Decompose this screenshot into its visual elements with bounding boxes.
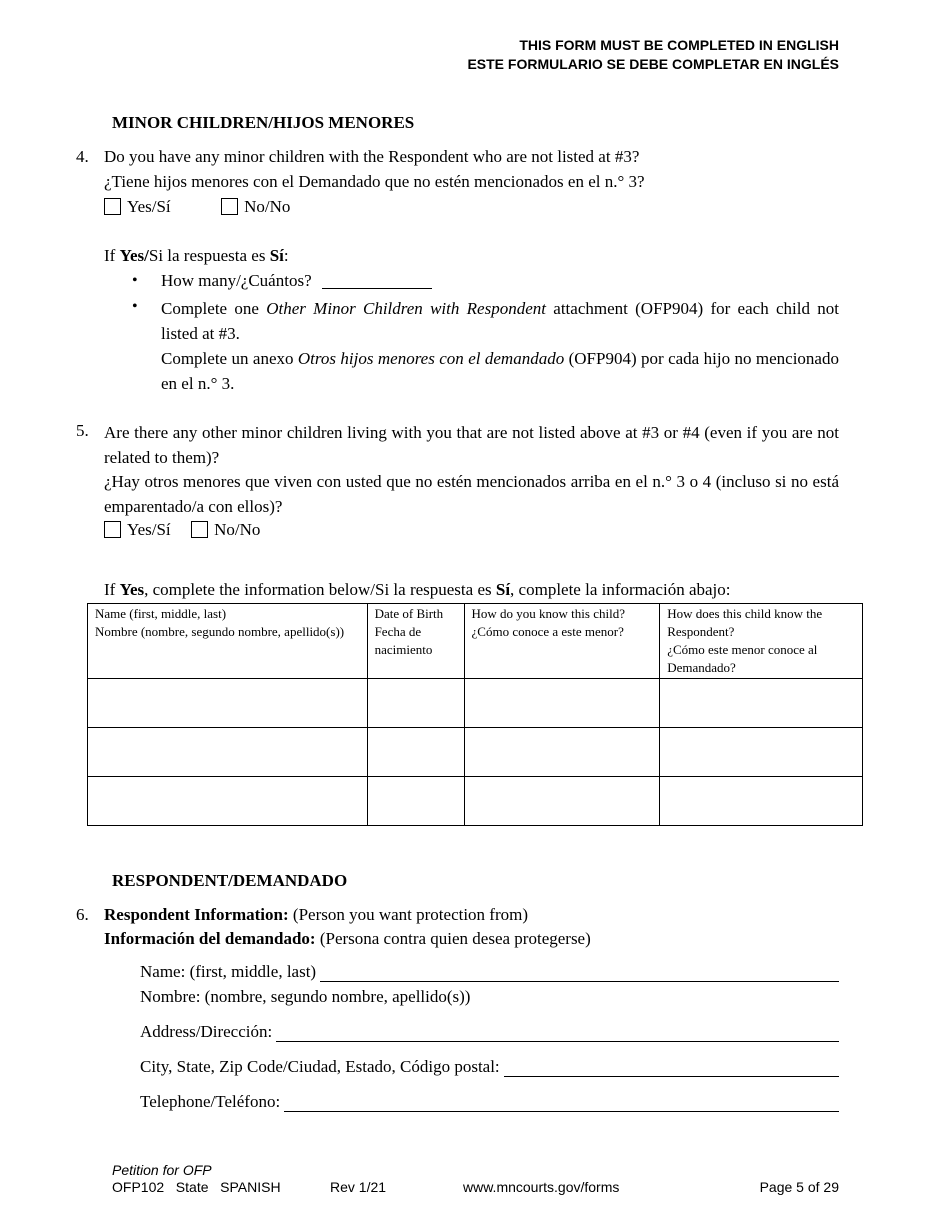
respondent-name-row xyxy=(140,962,839,982)
col-header-child-know-respondent xyxy=(660,604,863,679)
col-name-es: Nombre (nombre, segundo nombre, apellido(s)) xyxy=(95,624,345,639)
section-title-respondent: RESPONDENT/DEMANDADO xyxy=(112,871,348,890)
col-dob-es: Fecha de nacimiento xyxy=(374,624,433,657)
q5-no-checkbox[interactable] xyxy=(191,521,208,538)
table-cell-input[interactable] xyxy=(660,679,863,728)
question-4-options xyxy=(104,197,290,217)
q4-yes-label: Yes/Sí xyxy=(127,197,171,216)
attachment-es-title: Otros hijos menores con el demandado xyxy=(297,349,565,368)
footer-form-title: Petition for OFP xyxy=(112,1162,212,1178)
q4-if-yes-text: If xyxy=(104,246,120,265)
respondent-address-row xyxy=(140,1022,839,1042)
respondent-phone-input[interactable] xyxy=(284,1095,839,1112)
col-how-know-en: How do you know this child? xyxy=(471,606,625,621)
q5-yes-checkbox[interactable] xyxy=(104,521,121,538)
col-how-know-es: ¿Cómo conoce a este menor? xyxy=(471,624,624,639)
q5-yes-label: Yes/Sí xyxy=(127,520,171,539)
how-many-row xyxy=(161,271,432,291)
table-row xyxy=(88,777,863,826)
respondent-city-row xyxy=(140,1057,839,1077)
table-cell-input[interactable] xyxy=(660,728,863,777)
q4-if-yes-bold2: Sí xyxy=(269,246,284,265)
q5-if-yes-text: If xyxy=(104,580,120,599)
q4-if-yes xyxy=(104,246,289,266)
col-child-know-es: ¿Cómo este menor conoce al Demandado? xyxy=(667,642,818,675)
respondent-phone-row xyxy=(140,1092,839,1112)
how-many-label: How many/¿Cuántos? xyxy=(161,271,312,290)
other-children-table xyxy=(87,603,863,826)
attachment-es-text2: (OFP904) por cada hijo no mencionado en el n.° 3. xyxy=(161,349,839,393)
col-header-how-know-child xyxy=(464,604,660,679)
respondent-info-es-bold: Información del demandado: xyxy=(104,929,316,948)
q4-yes-checkbox[interactable] xyxy=(104,198,121,215)
table-cell-input[interactable] xyxy=(464,777,660,826)
attachment-es-text: Complete un anexo xyxy=(161,349,298,368)
q5-if-yes xyxy=(104,580,731,600)
respondent-address-label: Address/Dirección: xyxy=(140,1022,273,1041)
bullet-icon: • xyxy=(132,272,138,289)
respondent-name-input[interactable] xyxy=(320,965,839,982)
q4-if-yes-bold: Yes/ xyxy=(119,246,149,265)
table-cell-input[interactable] xyxy=(88,679,368,728)
col-child-know-en: How does this child know the Respondent? xyxy=(667,606,823,639)
respondent-phone-label: Telephone/Teléfono: xyxy=(140,1092,281,1111)
respondent-info-en-text: (Person you want protection from) xyxy=(288,905,529,924)
attachment-en-text2: attachment (OFP904) for each child not listed at #3. xyxy=(161,299,839,343)
footer-page-number: Page 5 of 29 xyxy=(759,1179,839,1195)
col-dob-en: Date of Birth xyxy=(374,606,444,621)
respondent-city-label: City, State, Zip Code/Ciudad, Estado, Código postal: xyxy=(140,1057,500,1076)
form-language-notice xyxy=(467,37,839,72)
complete-attachment-spanish xyxy=(161,346,839,396)
q4-if-yes-colon: : xyxy=(283,246,289,265)
q5-if-yes-text3: , complete la información abajo: xyxy=(510,580,731,599)
attachment-en-text: Complete one xyxy=(161,299,267,318)
respondent-city-input[interactable] xyxy=(504,1060,839,1077)
table-cell-input[interactable] xyxy=(367,679,464,728)
q4-if-yes-text2: Si la respuesta es xyxy=(148,246,270,265)
col-header-dob xyxy=(367,604,464,679)
question-4-number: 4. xyxy=(76,147,89,166)
notice-spanish: ESTE FORMULARIO SE DEBE COMPLETAR EN INGLÉS xyxy=(467,56,839,72)
table-cell-input[interactable] xyxy=(367,728,464,777)
how-many-input[interactable] xyxy=(322,272,432,289)
q5-if-yes-bold: Yes xyxy=(119,580,145,599)
question-5-options xyxy=(104,520,260,540)
table-row xyxy=(88,728,863,777)
q5-if-yes-bold2: Sí xyxy=(495,580,511,599)
respondent-name-label: Name: (first, middle, last) xyxy=(140,962,317,981)
q4-no-label: No/No xyxy=(244,197,291,216)
table-cell-input[interactable] xyxy=(660,777,863,826)
question-4-spanish: ¿Tiene hijos menores con el Demandado que no estén mencionados en el n.° 3? xyxy=(104,172,645,191)
complete-attachment-english xyxy=(161,296,839,346)
question-5-number: 5. xyxy=(76,421,89,440)
table-cell-input[interactable] xyxy=(88,728,368,777)
notice-english: THIS FORM MUST BE COMPLETED IN ENGLISH xyxy=(519,37,839,53)
q4-no-checkbox[interactable] xyxy=(221,198,238,215)
table-header-row xyxy=(88,604,863,679)
table-cell-input[interactable] xyxy=(464,679,660,728)
respondent-info-english xyxy=(104,905,528,925)
col-header-name xyxy=(88,604,368,679)
question-6-number: 6. xyxy=(76,905,89,924)
q5-no-label: No/No xyxy=(214,520,261,539)
respondent-name-label-es: Nombre: (nombre, segundo nombre, apellido(s)) xyxy=(140,987,471,1006)
footer-revision: Rev 1/21 xyxy=(330,1179,387,1195)
question-5-english: Are there any other minor children living with you that are not listed above at #3 or #4 (even if you are not related to them)? xyxy=(104,423,839,467)
respondent-address-input[interactable] xyxy=(276,1025,839,1042)
section-title-minor-children: MINOR CHILDREN/HIJOS MENORES xyxy=(112,113,415,132)
bullet-icon: • xyxy=(132,298,138,315)
table-row xyxy=(88,679,863,728)
respondent-info-es-text: (Persona contra quien desea protegerse) xyxy=(315,929,591,948)
footer-form-code: OFP102 State SPANISH xyxy=(112,1179,281,1195)
q5-if-yes-text2: , complete the information below/Si la respuesta es xyxy=(144,580,496,599)
table-cell-input[interactable] xyxy=(88,777,368,826)
attachment-en-title: Other Minor Children with Respondent xyxy=(266,299,546,318)
question-5-spanish: ¿Hay otros menores que viven con usted que no estén mencionados arriba en el n.° 3 o 4 (incluso si no está emparentado/a con ellos)? xyxy=(104,472,839,516)
col-name-en: Name (first, middle, last) xyxy=(95,606,227,621)
respondent-info-en-bold: Respondent Information: xyxy=(104,905,289,924)
respondent-info-spanish xyxy=(104,929,591,949)
footer-url[interactable]: www.mncourts.gov/forms xyxy=(463,1179,620,1195)
table-cell-input[interactable] xyxy=(464,728,660,777)
table-cell-input[interactable] xyxy=(367,777,464,826)
question-4-english: Do you have any minor children with the Respondent who are not listed at #3? xyxy=(104,147,640,166)
